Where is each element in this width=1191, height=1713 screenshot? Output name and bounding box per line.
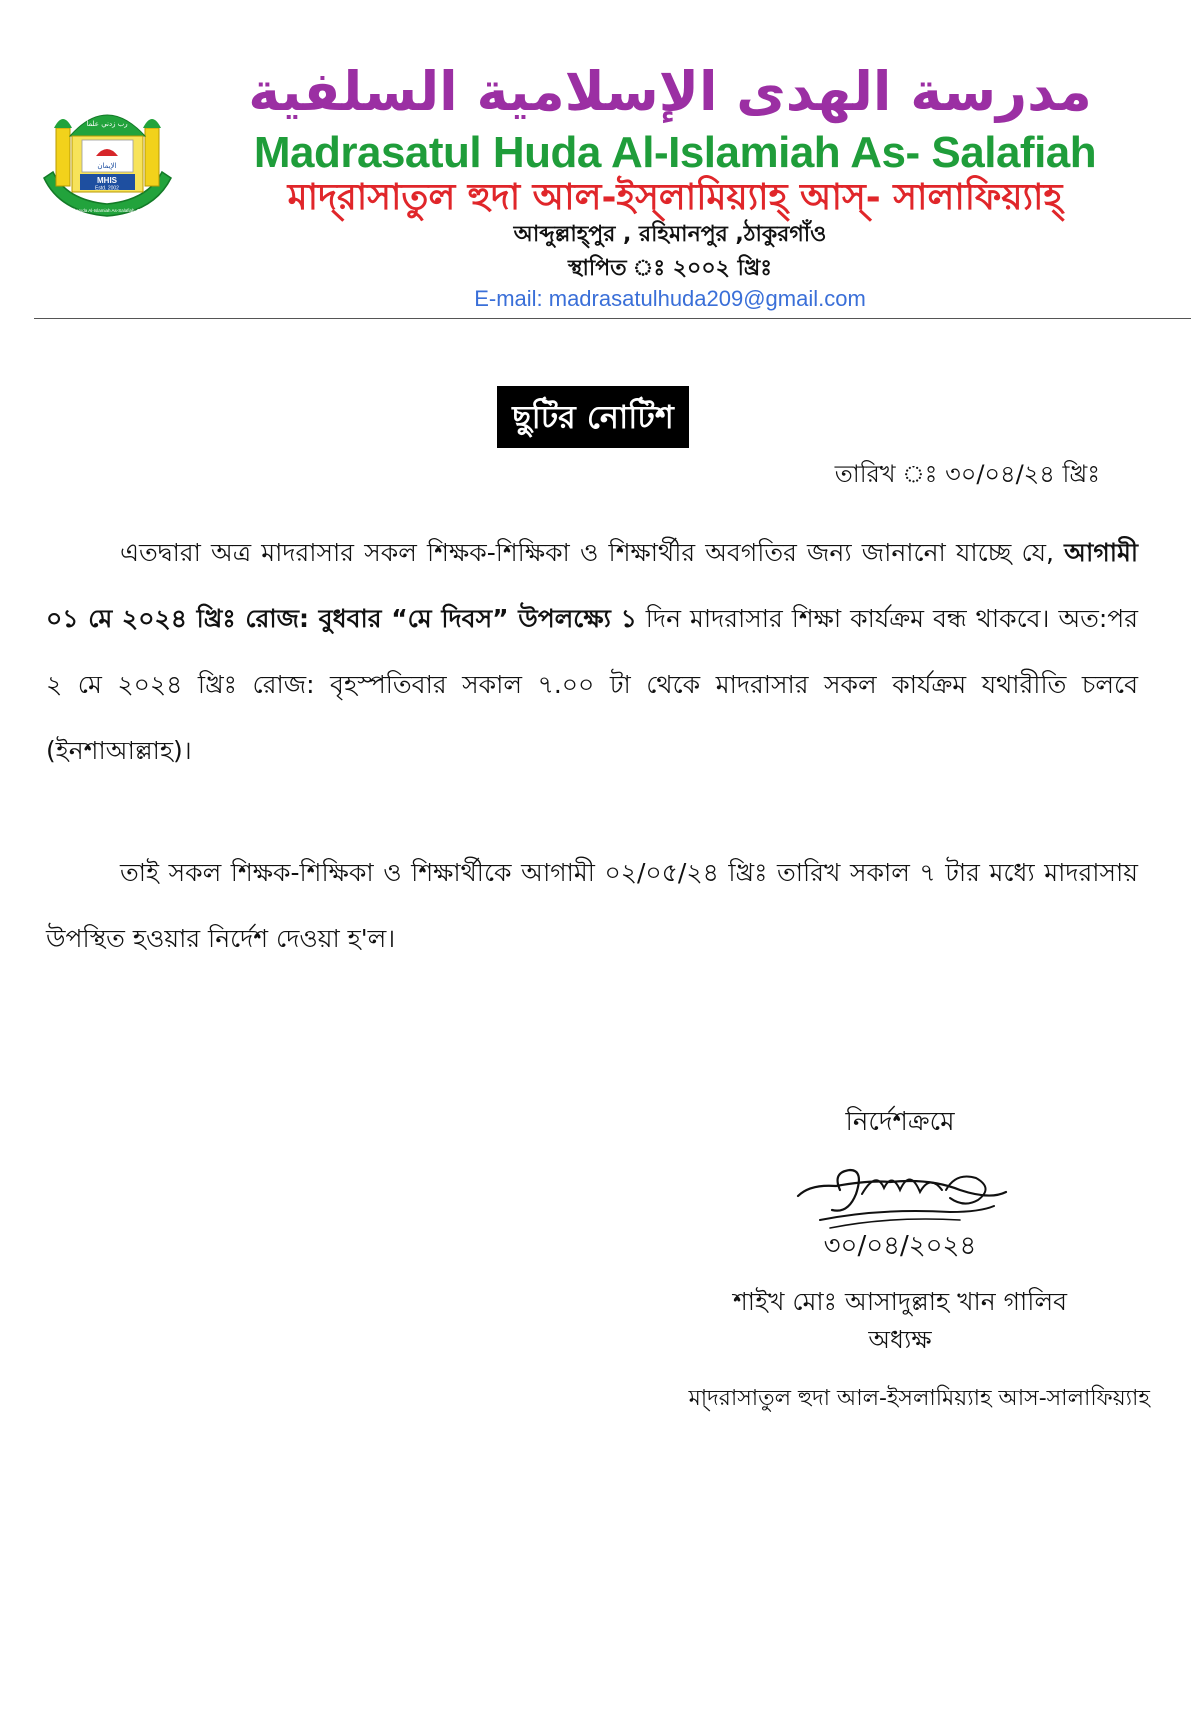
by-order-label: নির্দেশক্রমে xyxy=(845,1107,955,1137)
signature-date: ৩০/০৪/২০২৪ xyxy=(823,1231,977,1261)
logo-arabic-top: رب زدني علما xyxy=(86,120,128,128)
signer-name: শাইখ মোঃ আসাদুল্লাহ খান গালিব xyxy=(733,1287,1067,1316)
notice-date: তারিখ ঃ ৩০/০৪/২৪ খ্রিঃ xyxy=(834,460,1100,488)
english-institution-name: Madrasatul Huda Al-Islamiah As- Salafiah xyxy=(253,128,1097,177)
logo-ring-text: Madrasatul Huda Al-Islamiah As-Salafiah, Thakurgaon xyxy=(53,208,161,213)
institution-footer-name: মা্দরাসাতুল হুদা আল-ইসলামিয়্যাহ আস-সালাফিয়্যাহ xyxy=(688,1386,1150,1411)
paragraph-1-rest: দিন মাদরাসার শিক্ষা কার্যক্রম বন্ধ থাকবে। অত:পর ২ মে ২০২৪ খ্রিঃ রোজ: বৃহস্পতিবার সকাল ৭.০০ টা থেকে মাদরাসার সকল কার্যক্রম যথারীতি চলবে (ইনশাআল্লাহ)। xyxy=(46,604,1138,765)
paragraph-1-highlight: আগামী ০১ মে ২০২৪ খ্রিঃ রোজ: বুধবার “মে দিবস” উপলক্ষ্যে ১ xyxy=(46,538,1138,633)
notice-title: ছুটির নোটিশ xyxy=(497,386,689,448)
signer-designation: অধ্যক্ষ xyxy=(868,1325,932,1354)
logo-abbreviation: MHIS xyxy=(97,176,117,185)
paragraph-1-intro: এতদ্বারা অত্র মাদরাসার সকল শিক্ষক-শিক্ষিকা ও শিক্ষার্থীর অবগতির জন্য জানানো যাচ্ছে যে, xyxy=(120,538,1054,567)
paragraph-2-text: তাই সকল শিক্ষক-শিক্ষিকা ও শিক্ষার্থীকে আগামী ০২/০৫/২৪ খ্রিঃ তারিখ সকাল ৭ টার মধ্যে মাদরাসায় উপস্থিত হওয়ার নির্দেশ দেওয়া হ'ল। xyxy=(46,858,1138,953)
bangla-institution-name: মাদ্‌রাসাতুল হুদা আল-ইস্‌লামিয়্যাহ্‌ আস্‌- সালাফিয়্যাহ্‌ xyxy=(287,177,1063,218)
notice-paragraph-2 xyxy=(46,840,1138,972)
handwritten-signature-icon xyxy=(780,1150,1020,1240)
established-year: স্থাপিত ঃ ২০০২ খ্রিঃ xyxy=(567,256,773,281)
institution-email: E-mail: madrasatulhuda209@gmail.com xyxy=(474,286,866,311)
institution-address: আব্দুল্লাহ্‌পুর , রহিমানপুর ,ঠাকুরগাঁও xyxy=(513,222,827,247)
madrasa-logo-icon xyxy=(40,100,175,220)
logo-established: Estd. 2002 xyxy=(95,185,119,192)
notice-paragraph-1 xyxy=(46,520,1138,784)
arabic-institution-name: مدرسة الهدى الإسلامية السلفية xyxy=(248,60,1092,123)
header-divider xyxy=(34,318,1191,319)
logo-arabic-center: الإيمان xyxy=(97,162,117,170)
